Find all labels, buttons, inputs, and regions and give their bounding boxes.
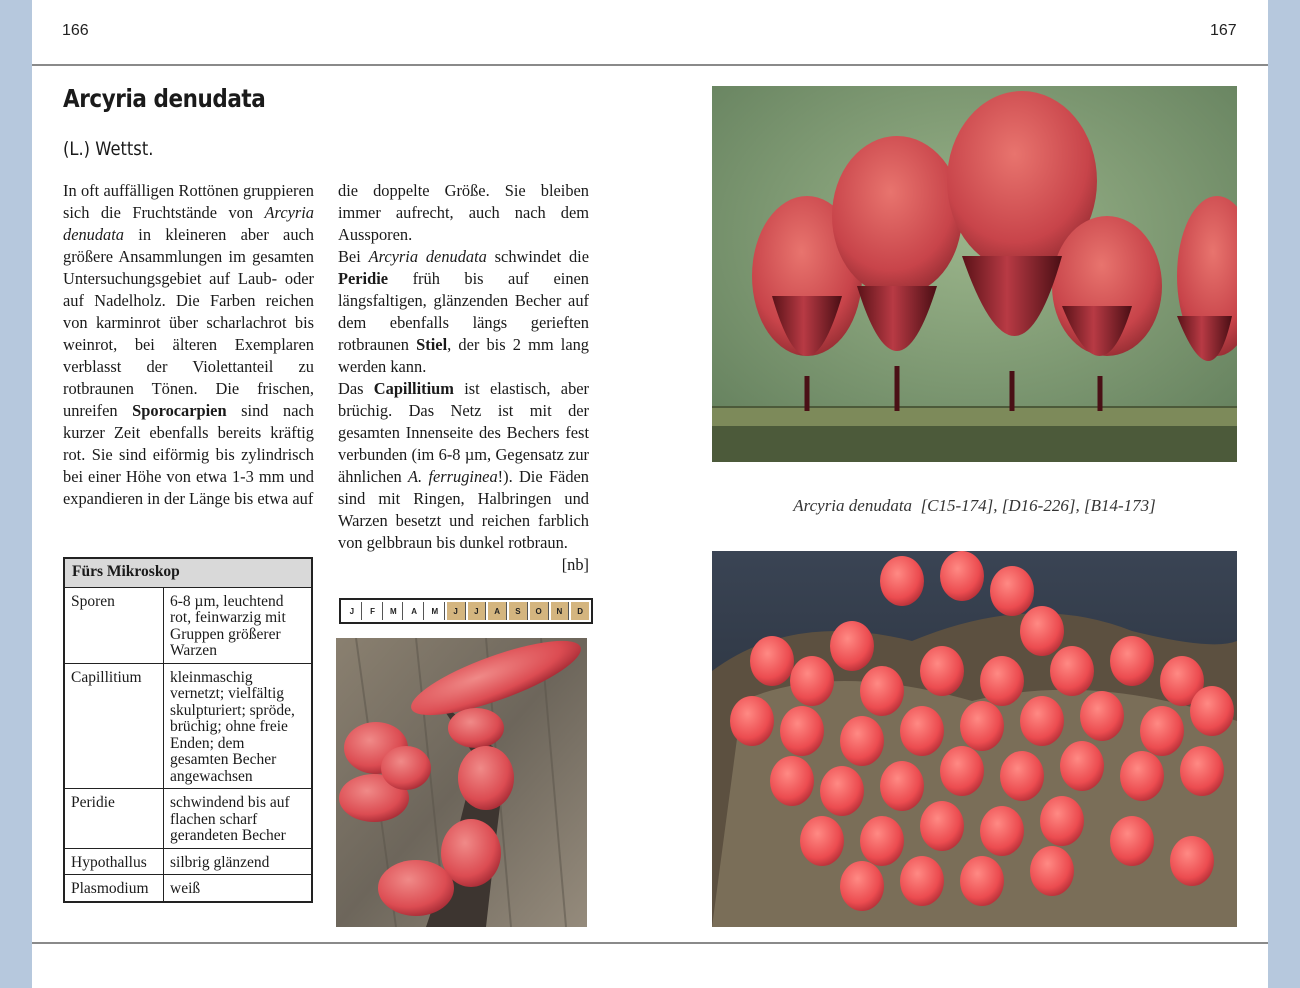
photo-closeup-sporocarps [712,86,1237,462]
month-cell: J [447,602,466,620]
photo-caption: Arcyria denudata [C15-174], [D16-226], [B14-173] [793,496,1156,515]
month-cell: J [343,602,362,620]
footer-rule [32,942,1268,944]
month-cell: S [509,602,528,620]
table-row: Sporen 6-8 µm, leuchtend rot, feinwarzig mit Gruppen größerer Warzen [64,587,312,663]
month-cell: A [488,602,507,620]
table-row: Peridie schwindend bis auf flachen scharf gerandeten Becher [64,789,312,849]
month-cell: O [530,602,549,620]
paragraph: Das Capillitium ist elastisch, aber brüchig. Das Netz ist mit der gesamten Innenseite des Bechers fest verbunden (im 6-8 µm, Gegensatz zur ähnlichen A. ferruginea!). Die Fäden sind mit Ringen, Halbringen und Warzen besetzt und reichen farblich von gelbbraun bis dunkel rotbraun. [nb] [338,379,590,574]
paragraph: Bei Arcyria denudata schwindet die Peridie früh bis auf einen längsfaltigen, glänzenden Becher auf dem ebenfalls längs gerieften rotbraunen Stiel, der bis 2 mm lang werden kann. [338,247,589,376]
species-author: (L.) Wettst. [63,138,154,160]
month-cell: D [571,602,589,620]
month-cell: M [426,602,445,620]
fruiting-months-strip [339,598,593,624]
microscope-table [63,557,313,903]
month-cell: M [385,602,404,620]
text-column-1 [63,180,314,510]
table-row: Capillitium kleinmaschig vernetzt; vielfältig skulpturiert; spröde, brüchig; ohne freie Enden; dem gesamten Becher angewachsen [64,663,312,789]
paragraph: die doppelte Größe. Sie bleiben immer aufrecht, auch nach dem Aussporen. [338,181,589,244]
table-row: Hypothallus silbrig glänzend [64,848,312,875]
table-row: Plasmodium weiß [64,875,312,902]
month-cell: A [405,602,424,620]
photo-sporocarp-cluster [712,551,1237,927]
author-signature: [nb] [561,555,589,574]
header-rule [32,64,1268,66]
paragraph: In oft auffälligen Rottönen gruppieren sich die Fruchtstände von Arcyria denudata in kleineren aber auch größere Ansammlungen im gesamten Untersuchungsgebiet auf Laub- oder auf Nadelholz. Die Farben reichen von karminrot über scharlachrot bis weinrot, bei älteren Exemplaren verblasst der Violettanteil zu rotbraunen Tönen. Die frischen, unreifen Sporocarpien sind nach kurzer Zeit ebenfalls bereits kräftig rot. Sie sind eiförmig bis zylindrisch bei einer Höhe von etwa 1-3 mm und expandieren in der Länge bis etwa auf [63,181,314,508]
table-header: Fürs Mikroskop [64,558,312,587]
photo-small-sporocarps [336,638,587,927]
page-number-right: 167 [1210,22,1237,39]
month-cell: N [551,602,570,620]
text-column-2 [338,180,589,576]
month-cell: F [364,602,383,620]
species-title: Arcyria denudata [63,84,266,113]
book-spread [32,0,1268,988]
month-cell: J [468,602,487,620]
page-number-left: 166 [62,22,89,39]
